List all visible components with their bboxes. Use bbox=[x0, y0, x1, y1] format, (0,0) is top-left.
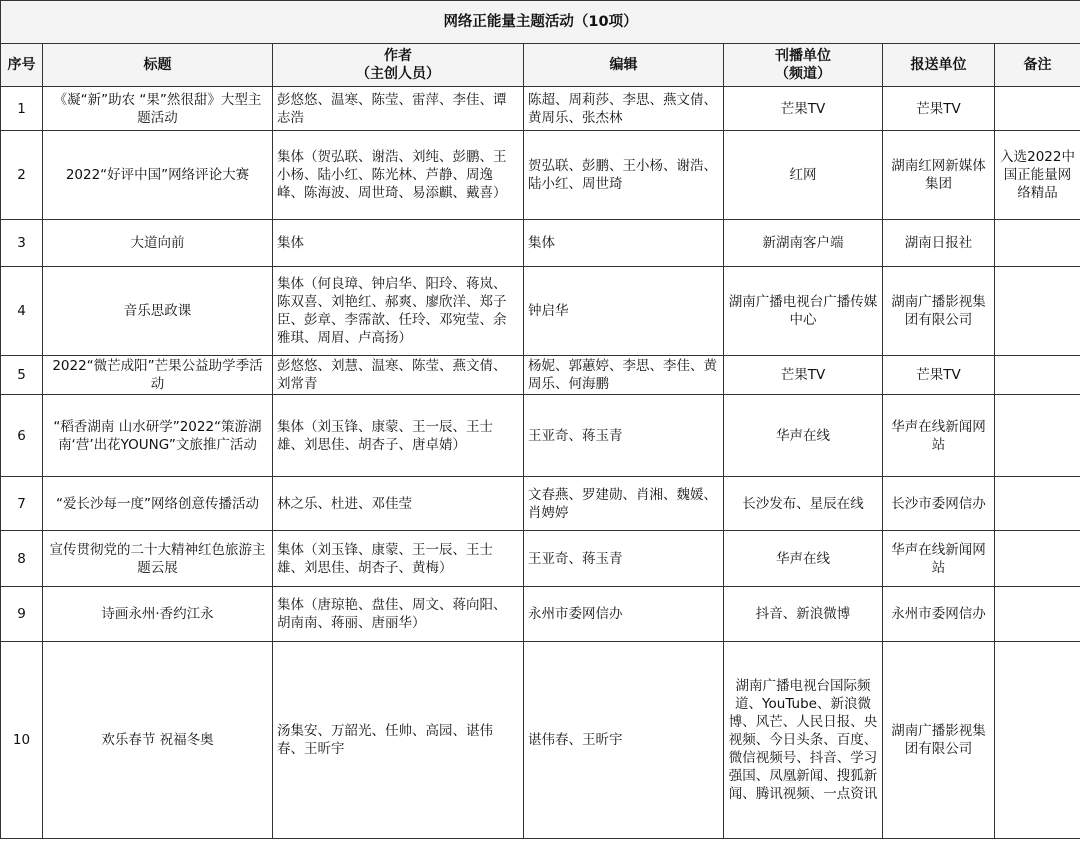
row-remark bbox=[995, 220, 1080, 267]
row-title: 《凝“新”助农 “果”然很甜》大型主题活动 bbox=[43, 87, 273, 131]
row-author: 集体（何良璋、钟启华、阳玲、蒋岚、陈双喜、刘艳红、郝爽、廖欣洋、郑子臣、彭章、李霈歆、任玲、邓宛莹、余雅琪、周眉、卢高扬） bbox=[273, 267, 524, 356]
row-submitter: 芒果TV bbox=[883, 356, 995, 395]
table-row bbox=[1, 220, 1080, 267]
row-remark: 入选2022中国正能量网络精品 bbox=[995, 131, 1080, 220]
table-row bbox=[1, 531, 1080, 587]
header-channel: 刊播单位 （频道） bbox=[724, 44, 883, 87]
row-submitter: 华声在线新闻网站 bbox=[883, 531, 995, 587]
row-remark bbox=[995, 587, 1080, 642]
row-no: 10 bbox=[1, 642, 43, 839]
row-submitter: 湖南日报社 bbox=[883, 220, 995, 267]
row-channel: 华声在线 bbox=[724, 395, 883, 477]
row-channel: 红网 bbox=[724, 131, 883, 220]
row-title: 2022“微芒成阳”芒果公益助学季活动 bbox=[43, 356, 273, 395]
row-no: 8 bbox=[1, 531, 43, 587]
row-submitter: 湖南红网新媒体集团 bbox=[883, 131, 995, 220]
row-title: 2022“好评中国”网络评论大赛 bbox=[43, 131, 273, 220]
header-no: 序号 bbox=[1, 44, 43, 87]
row-author: 集体（刘玉锋、康蒙、王一辰、王士雄、刘思佳、胡杏子、唐卓婧） bbox=[273, 395, 524, 477]
table-row bbox=[1, 477, 1080, 531]
row-editor: 永州市委网信办 bbox=[524, 587, 724, 642]
row-editor: 集体 bbox=[524, 220, 724, 267]
table-row bbox=[1, 356, 1080, 395]
table-title-row bbox=[1, 1, 1080, 44]
row-no: 2 bbox=[1, 131, 43, 220]
header-editor: 编辑 bbox=[524, 44, 724, 87]
row-remark bbox=[995, 642, 1080, 839]
row-author: 集体 bbox=[273, 220, 524, 267]
row-channel: 长沙发布、星辰在线 bbox=[724, 477, 883, 531]
row-title: 宣传贯彻党的二十大精神红色旅游主题云展 bbox=[43, 531, 273, 587]
row-title: 音乐思政课 bbox=[43, 267, 273, 356]
row-title: “爱长沙每一度”网络创意传播活动 bbox=[43, 477, 273, 531]
row-no: 5 bbox=[1, 356, 43, 395]
row-submitter: 长沙市委网信办 bbox=[883, 477, 995, 531]
row-submitter: 湖南广播影视集团有限公司 bbox=[883, 267, 995, 356]
row-editor: 谌伟春、王昕宇 bbox=[524, 642, 724, 839]
table-row bbox=[1, 267, 1080, 356]
table-row bbox=[1, 395, 1080, 477]
row-submitter: 华声在线新闻网站 bbox=[883, 395, 995, 477]
row-channel: 抖音、新浪微博 bbox=[724, 587, 883, 642]
row-channel: 芒果TV bbox=[724, 356, 883, 395]
row-submitter: 湖南广播影视集团有限公司 bbox=[883, 642, 995, 839]
row-author: 彭悠悠、刘慧、温寒、陈莹、燕文倩、刘常青 bbox=[273, 356, 524, 395]
row-title: 欢乐春节 祝福冬奥 bbox=[43, 642, 273, 839]
row-editor: 陈超、周莉莎、李思、燕文倩、黄周乐、张杰林 bbox=[524, 87, 724, 131]
header-title: 标题 bbox=[43, 44, 273, 87]
row-remark bbox=[995, 87, 1080, 131]
row-author: 林之乐、杜进、邓佳莹 bbox=[273, 477, 524, 531]
row-remark bbox=[995, 267, 1080, 356]
table-title: 网络正能量主题活动（10项） bbox=[1, 1, 1080, 44]
row-author: 汤集安、万韶光、任帅、高园、谌伟春、王昕宇 bbox=[273, 642, 524, 839]
row-channel: 湖南广播电视台广播传媒中心 bbox=[724, 267, 883, 356]
header-remark: 备注 bbox=[995, 44, 1080, 87]
row-remark bbox=[995, 531, 1080, 587]
row-editor: 杨妮、郭蕙婷、李思、李佳、黄周乐、何海鹏 bbox=[524, 356, 724, 395]
row-no: 4 bbox=[1, 267, 43, 356]
row-editor: 王亚奇、蒋玉青 bbox=[524, 395, 724, 477]
row-title: 大道向前 bbox=[43, 220, 273, 267]
row-editor: 文春燕、罗建勋、肖湘、魏媛、肖娉婷 bbox=[524, 477, 724, 531]
table-row bbox=[1, 87, 1080, 131]
row-editor: 王亚奇、蒋玉青 bbox=[524, 531, 724, 587]
row-no: 3 bbox=[1, 220, 43, 267]
row-channel: 湖南广播电视台国际频道、YouTube、新浪微博、风芒、人民日报、央视频、今日头条、百度、微信视频号、抖音、学习强国、凤凰新闻、搜狐新闻、腾讯视频、一点资讯 bbox=[724, 642, 883, 839]
row-author: 集体（唐琼艳、盘佳、周文、蒋向阳、胡南南、蒋丽、唐丽华） bbox=[273, 587, 524, 642]
row-author: 彭悠悠、温寒、陈莹、雷萍、李佳、谭志浩 bbox=[273, 87, 524, 131]
row-editor: 贺弘联、彭鹏、王小杨、谢浩、陆小红、周世琦 bbox=[524, 131, 724, 220]
row-submitter: 芒果TV bbox=[883, 87, 995, 131]
row-remark bbox=[995, 395, 1080, 477]
table-row bbox=[1, 131, 1080, 220]
row-no: 7 bbox=[1, 477, 43, 531]
header-author: 作者 （主创人员） bbox=[273, 44, 524, 87]
table-header-row bbox=[1, 44, 1080, 87]
row-title: “稻香湖南 山水研学”2022“策游湖南‘营’出花YOUNG”文旅推广活动 bbox=[43, 395, 273, 477]
row-no: 9 bbox=[1, 587, 43, 642]
table-row bbox=[1, 587, 1080, 642]
table-row bbox=[1, 642, 1080, 839]
row-no: 1 bbox=[1, 87, 43, 131]
row-channel: 芒果TV bbox=[724, 87, 883, 131]
row-no: 6 bbox=[1, 395, 43, 477]
row-author: 集体（贺弘联、谢浩、刘纯、彭鹏、王小杨、陆小红、陈光林、芦静、周逸峰、陈海波、周世琦、易添麒、戴喜） bbox=[273, 131, 524, 220]
row-channel: 新湖南客户端 bbox=[724, 220, 883, 267]
row-author: 集体（刘玉锋、康蒙、王一辰、王士雄、刘思佳、胡杏子、黄梅） bbox=[273, 531, 524, 587]
row-remark bbox=[995, 477, 1080, 531]
row-submitter: 永州市委网信办 bbox=[883, 587, 995, 642]
row-channel: 华声在线 bbox=[724, 531, 883, 587]
row-remark bbox=[995, 356, 1080, 395]
row-editor: 钟启华 bbox=[524, 267, 724, 356]
row-title: 诗画永州·香约江永 bbox=[43, 587, 273, 642]
header-submitter: 报送单位 bbox=[883, 44, 995, 87]
